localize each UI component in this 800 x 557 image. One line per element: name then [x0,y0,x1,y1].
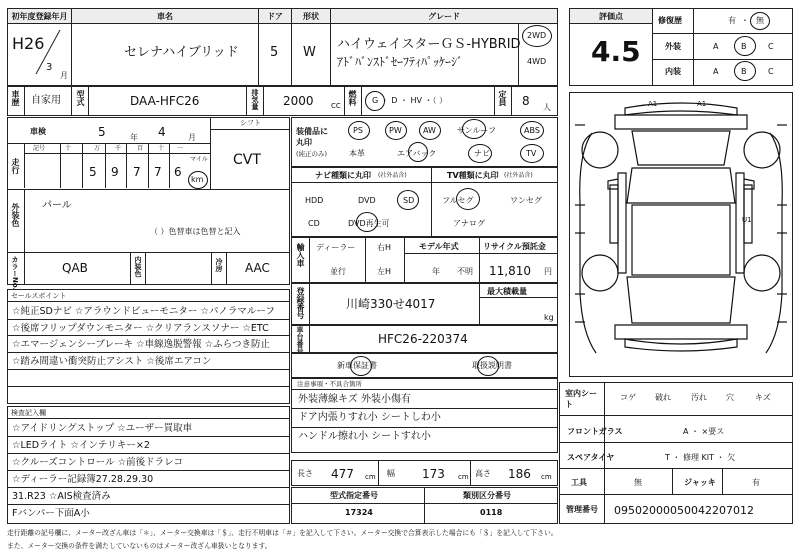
equip-aw: AW [423,126,436,135]
height-value: 186 [508,467,531,481]
capacity-label: 定員 [498,90,507,106]
mileage-digit: 6 [174,165,182,179]
inspection-month: 4 [158,125,166,139]
navi-hdd: HDD [305,196,324,205]
load-label: 最大積載量 [487,287,527,296]
jack-value: 有 [752,478,760,487]
recycle-value: 11,810 [489,264,531,278]
import-parallel: 並行 [330,267,346,276]
navi-sub: (社外品含) [378,172,407,179]
navi-sd: SD [403,196,415,205]
model-no-value: 17324 [345,508,373,517]
colorno-label: カラーNo. [11,256,19,291]
height-label: 高さ [475,469,491,478]
capacity-unit: 人 [543,103,551,112]
car-diagram [570,93,792,376]
inspector-line: 31.R23 ☆AIS検査済み [12,491,111,502]
interior-c: C [768,67,774,76]
glass-label: フロントガラス [567,427,623,436]
equip-airbag: エアバック [397,149,437,158]
sheet-item: キズ [755,393,771,402]
recycle-unit: 円 [544,267,552,276]
sales-title: セールスポイント [11,292,67,300]
sales-line: ☆後席フリップダウンモニター ☆クリアランスソナー ☆ETC [12,323,269,334]
digit-header-juu: 十 [158,145,165,152]
equip-tv: TV [526,149,537,158]
navi-cd: CD [308,219,320,228]
interior-sheet-label: 室内シート [565,389,597,410]
mileage-digit: 7 [154,165,162,179]
mileage-digit: 7 [133,165,141,179]
plate-value: 川崎330せ4017 [346,297,436,311]
equip-label3: (純正のみ) [296,150,328,158]
load-unit: kg [544,313,554,322]
fuel-label: 燃料 [348,90,357,106]
sheet-item: 汚れ [691,393,707,402]
ac-label: 冷房 [215,258,223,272]
model-value: DAA-HFC26 [130,94,200,108]
shift-value: CVT [233,152,261,168]
glass-value: A ・ ×要ス [683,427,725,436]
inspector-title: 検査記入欄 [11,409,46,417]
class-no-value: 0118 [480,508,503,517]
car-name-header: 車名 [72,9,258,24]
spare-label: スペアタイヤ [567,453,615,462]
mileage-unit: km [191,175,204,184]
repair-label: 修復歴 [658,16,682,25]
equip-ps: PS [353,126,363,135]
digit-header-sen: 千 [115,145,122,152]
reg-month-unit: 月 [60,71,68,80]
tv-sub: (社外品含) [504,172,533,179]
ac-value: AAC [245,261,270,275]
use-value: 自家用 [31,95,61,106]
mileage-label: 走行 [11,158,20,174]
shape-header: 形状 [292,9,330,24]
grade-line2: ｱﾄﾞﾊﾞﾝｽﾄﾞｾｰﾌﾃｨﾊﾟｯｹｰｼﾞ [337,55,464,69]
colorno-value: QAB [62,261,88,275]
inspection-year: 5 [98,125,106,139]
capacity-value: 8 [522,94,530,108]
color-value: パール [42,200,72,211]
door-value: 5 [270,45,279,60]
chassis-label: 車台番号 [296,326,304,354]
recycle-label: リサイクル預託金 [483,242,546,251]
sheet-item: 破れ [655,393,671,402]
score-header: 評価点 [570,9,652,24]
tools-value: 無 [634,478,642,487]
exterior-b: B [741,42,747,51]
tv-oneseg: ワンセグ [510,196,542,205]
notes-line: ハンドル擦れ小 シートすれ小 [298,431,431,442]
length-label: 長さ [297,469,313,478]
color-label: 外装色 [11,203,20,227]
width-label: 幅 [387,469,395,478]
digit-header-mark: 記号 [33,145,46,152]
jack-label: ジャッキ [684,478,716,487]
navi-title: ナビ種類に丸印 [315,171,371,180]
width-unit: cm [458,473,469,481]
mile-label: マイル [190,156,208,163]
equip-label1: 装備品に [296,127,328,136]
repair-sep: ・ [741,16,749,25]
warranty-box [291,353,558,378]
plate-label: 登録番号 [296,287,305,319]
sheet-item: コゲ [620,393,636,402]
sales-line: ☆純正SDナビ ☆アラウンドビューモニター ☆パノラマルーフ [12,306,275,317]
import-dealer: ディーラー [316,243,356,252]
length-unit: cm [365,473,376,481]
mileage-digit: 9 [111,165,119,179]
grade-header: グレード [331,9,557,24]
use-label: 車歴 [11,90,20,106]
model-year-unit: 年 [432,267,440,276]
chassis-value: HFC26-220374 [378,332,468,346]
digit-header-hyaku: 百 [137,145,144,152]
notes-line: 外装薄線キズ 外装小傷有 [298,394,411,405]
warranty-new: 新車保証書 [337,361,377,370]
sunroof-circle [462,119,486,139]
grade-line1: ハイウェイスターＧＳ-HYBRID [337,37,521,52]
reg-year-header: 初年度登録年月 [8,9,71,24]
tv-fullseg: フルセグ [442,196,474,205]
tv-title: TV種類に丸印 [447,171,499,180]
digit-header-10man: 十 [65,145,72,152]
exterior-c: C [768,42,774,51]
width-value: 173 [422,467,445,481]
footer-line1: 走行距離の記号欄に、メーター改ざん車は「＊」、メーター交換車は「＄」、走行不明車は「＃」を記入して下さい。メーター交換で合算表示した場合にも「＄」を記入して下さい。 [7,529,558,537]
fullseg-circle [456,188,480,210]
inspector-line: ☆クルーズコントロール ☆前後ドラレコ [12,457,184,468]
diagram-u1: U1 [742,216,752,224]
reg-year-value: H26 [12,34,45,53]
footer-line2: また、メーター交換の条件を満たしていないものはメーター改ざん車扱いとなります。 [7,542,272,550]
equip-abs: ABS [524,126,540,135]
fuel-value: G ・ D ・ HV ・（ ） [372,96,448,105]
model-label: 型式 [76,90,85,106]
digit-header-ichi: 一 [177,145,184,152]
inspection-year-unit: 年 [130,133,138,142]
inspector-line: ☆アイドリングストップ ☆ユーザー買取車 [12,423,193,434]
import-label: 輸入車 [296,243,305,267]
drive-4wd: 4WD [527,57,547,66]
drive-2wd: 2WD [527,31,547,40]
tools-label: 工具 [571,478,587,487]
sales-line: ☆エマージェンシーブレーキ ☆車線逸脱警報 ☆ふらつき防止 [12,339,271,350]
color-note: （ ）色替車は色替と記入 [150,227,241,236]
import-rh: 右H [377,243,392,252]
diagram-a1-left: A1 [648,100,658,108]
airbag-circle [408,142,428,162]
equip-sunroof: サンルーフ [457,126,496,135]
import-lh: 左H [377,267,392,276]
inspector-line: ☆LEDライト ☆インテリキー×2 [12,440,150,451]
cc-value: 2000 [283,94,314,108]
model-year-unknown: 不明 [457,267,473,276]
repair-no: 無 [756,16,764,25]
sheet-item: 穴 [726,393,734,402]
shape-value: W [303,45,316,60]
shift-label: シフト [240,119,261,127]
model-no-label: 型式指定番号 [330,491,378,500]
tv-analog: アナログ [453,219,485,228]
notes-line: ドア内張りすれ小 シートしわ小 [298,412,441,423]
class-no-label: 類別区分番号 [463,491,511,500]
digit-header-man: 万 [94,145,101,152]
evaluation-score: 4.5 [591,35,641,68]
diagram-a1-right: A1 [697,100,707,108]
height-unit: cm [541,473,552,481]
inspection-label: 車検 [30,127,46,136]
door-header: ドア [259,9,291,24]
reg-month-value: 3 [46,62,53,73]
model-year-label: モデル年式 [419,242,459,251]
navi-dvd: DVD [358,196,376,205]
inspector-line: ☆ディーラー記録簿27.28.29.30 [12,474,154,485]
equip-leather: 本革 [349,149,365,158]
exterior-label: 外装 [665,42,681,51]
manage-label: 管理番号 [566,505,598,514]
equip-pw: PW [389,126,402,135]
interior-color-label: 内装色 [134,256,142,277]
manage-value: 09502000050042207012 [614,504,754,517]
notes-title: 注意事項・不具合箇所 [297,380,362,388]
warranty-manual: 取扱説明書 [472,361,512,370]
spare-value: T ・ 修理 KIT ・ 欠 [665,453,736,462]
cc-label: 排気量 [251,89,259,110]
dvd-play-circle [356,212,378,232]
interior-a: A [713,67,719,76]
equip-navi: ナビ [474,149,490,158]
exterior-a: A [713,42,719,51]
navi-dvd-play: DVD再生可 [348,219,390,228]
inspector-line: Fバンパー下面A小 [12,508,90,519]
equip-label2: 丸印 [296,138,312,147]
length-value: 477 [331,467,354,481]
interior-label: 内装 [665,67,681,76]
mileage-digit: 5 [89,165,97,179]
inspection-month-unit: 月 [188,133,196,142]
interior-b: B [741,67,747,76]
cc-unit: CC [331,102,341,110]
car-name-value: セレナハイブリッド [124,45,239,60]
sales-line: ☆踏み間違い衝突防止アシスト ☆後席エアコン [12,356,212,367]
repair-yes: 有 [728,16,736,25]
